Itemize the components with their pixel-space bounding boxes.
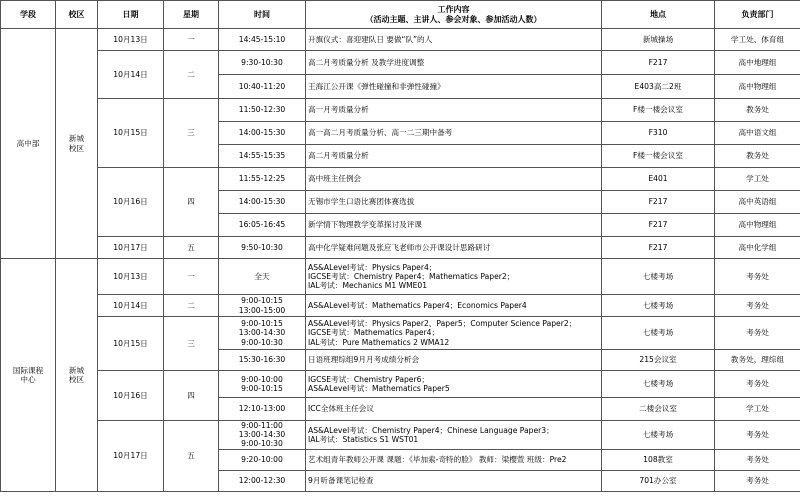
content-cell: 高一月考质量分析 bbox=[306, 99, 602, 122]
weekday-cell: 一 bbox=[164, 259, 219, 295]
weekday-cell: 五 bbox=[164, 237, 219, 259]
content-cell: AS&ALevel考试：Physics Paper4； IGCSE考试：Chemistry Paper4；Mathematics Paper2； IAL考试：Mechanics M1 WME01 bbox=[306, 259, 602, 295]
table-row bbox=[1, 259, 800, 295]
content-cell: ICC全体班主任会议 bbox=[306, 398, 602, 421]
location-cell: 108教室 bbox=[602, 449, 715, 470]
time-cell: 12:10-13:00 bbox=[219, 398, 306, 421]
content-cell: AS&ALevel考试：Chemistry Paper4；Chinese Language Paper3； IAL考试：Statistics S1 WST01 bbox=[306, 421, 602, 450]
time-cell: 14:45-15:10 bbox=[219, 29, 306, 51]
time-cell: 12:00-12:30 bbox=[219, 470, 306, 491]
header-school: 学段 bbox=[1, 1, 56, 29]
date-cell: 10月13日 bbox=[98, 259, 164, 295]
dept-cell: 考务处 bbox=[715, 371, 800, 398]
time-cell: 14:00-15:30 bbox=[219, 191, 306, 214]
header-time: 时间 bbox=[219, 1, 306, 29]
content-cell: 高一高二月考质量分析、高一二三期中备考 bbox=[306, 122, 602, 145]
weekday-cell: 五 bbox=[164, 421, 219, 492]
weekday-cell: 四 bbox=[164, 371, 219, 421]
content-cell: 高二月考质量分析 及教学进度调整 bbox=[306, 51, 602, 75]
dept-cell: 教务处 bbox=[715, 99, 800, 122]
dept-cell: 高中化学组 bbox=[715, 237, 800, 259]
time-cell: 10:40-11:20 bbox=[219, 75, 306, 99]
date-cell: 10月17日 bbox=[98, 237, 164, 259]
header-campus: 校区 bbox=[56, 1, 98, 29]
time-cell: 9:50-10:30 bbox=[219, 237, 306, 259]
dept-cell: 学工处 bbox=[715, 168, 800, 191]
location-cell: 七楼考场 bbox=[602, 421, 715, 450]
time-cell: 9:00-10:15 13:00-15:00 bbox=[219, 295, 306, 317]
date-cell: 10月13日 bbox=[98, 29, 164, 51]
content-cell: AS&ALevel考试：Physics Paper2、Paper5；Computer Science Paper2； IGCSE考试：Mathematics Paper4； IAL考试：Pure Mathematics 2 WMA12 bbox=[306, 317, 602, 350]
location-cell: F楼一楼会议室 bbox=[602, 145, 715, 168]
date-cell: 10月14日 bbox=[98, 295, 164, 317]
content-cell: 无锡市学生口语比赛团体赛选拔 bbox=[306, 191, 602, 214]
time-cell: 14:55-15:35 bbox=[219, 145, 306, 168]
dept-cell: 考务处 bbox=[715, 259, 800, 295]
dept-cell: 考务处 bbox=[715, 317, 800, 350]
dept-cell: 教务处 bbox=[715, 145, 800, 168]
location-cell: F217 bbox=[602, 214, 715, 237]
campus-cell: 新城 校区 bbox=[56, 259, 98, 492]
time-cell: 9:00-11:00 13:00-14:30 9:00-10:30 bbox=[219, 421, 306, 450]
content-cell: 高二月考质量分析 bbox=[306, 145, 602, 168]
content-cell: 新学情下物理教学变革探讨及评课 bbox=[306, 214, 602, 237]
header-weekday: 星期 bbox=[164, 1, 219, 29]
date-cell: 10月15日 bbox=[98, 317, 164, 371]
content-cell: 升旗仪式：喜迎建队日 要做“队”的人 bbox=[306, 29, 602, 51]
dept-cell: 学工处、体育组 bbox=[715, 29, 800, 51]
location-cell: E403高二2班 bbox=[602, 75, 715, 99]
content-cell: IGCSE考试：Chemistry Paper6； AS&ALevel考试：Mathematics Paper5 bbox=[306, 371, 602, 398]
header-dept: 负责部门 bbox=[715, 1, 800, 29]
time-cell: 全天 bbox=[219, 259, 306, 295]
table-row bbox=[1, 168, 800, 191]
table-row bbox=[1, 317, 800, 350]
location-cell: 新城操场 bbox=[602, 29, 715, 51]
table-row bbox=[1, 51, 800, 75]
content-cell: 日语班理综组9月月考成绩分析会 bbox=[306, 350, 602, 371]
location-cell: F217 bbox=[602, 191, 715, 214]
date-cell: 10月16日 bbox=[98, 371, 164, 421]
dept-cell: 高中语文组 bbox=[715, 122, 800, 145]
school-cell: 国际课程 中心 bbox=[1, 259, 56, 492]
weekday-cell: 四 bbox=[164, 168, 219, 237]
date-cell: 10月15日 bbox=[98, 99, 164, 168]
weekday-cell: 一 bbox=[164, 29, 219, 51]
location-cell: 二楼会议室 bbox=[602, 398, 715, 421]
content-cell: 艺术组青年教师公开课 课题：《毕加索-奇特的脸》 教师：梁樱萱 班级：Pre2 bbox=[306, 449, 602, 470]
table-row bbox=[1, 99, 800, 122]
weekday-cell: 三 bbox=[164, 99, 219, 168]
dept-cell: 考务处 bbox=[715, 421, 800, 450]
date-cell: 10月14日 bbox=[98, 51, 164, 99]
dept-cell: 教务处，理综组 bbox=[715, 350, 800, 371]
time-cell: 9:00-10:00 9:00-10:15 bbox=[219, 371, 306, 398]
dept-cell: 高中物理组 bbox=[715, 214, 800, 237]
location-cell: F楼一楼会议室 bbox=[602, 99, 715, 122]
date-cell: 10月17日 bbox=[98, 421, 164, 492]
time-cell: 16:05-16:45 bbox=[219, 214, 306, 237]
table-row bbox=[1, 371, 800, 398]
location-cell: 七楼考场 bbox=[602, 259, 715, 295]
dept-cell: 高中物理组 bbox=[715, 75, 800, 99]
location-cell: 七楼考场 bbox=[602, 371, 715, 398]
date-cell: 10月16日 bbox=[98, 168, 164, 237]
content-cell: 高中化学疑难问题及张应飞老师市公开课设计思路研讨 bbox=[306, 237, 602, 259]
dept-cell: 高中地理组 bbox=[715, 51, 800, 75]
table-row bbox=[1, 29, 800, 51]
time-cell: 11:55-12:25 bbox=[219, 168, 306, 191]
time-cell: 9:00-10:15 13:00-14:30 9:00-10:30 bbox=[219, 317, 306, 350]
time-cell: 14:00-15:30 bbox=[219, 122, 306, 145]
weekday-cell: 二 bbox=[164, 295, 219, 317]
location-cell: E401 bbox=[602, 168, 715, 191]
header-content-title: 工作内容 bbox=[437, 5, 470, 15]
location-cell: F217 bbox=[602, 237, 715, 259]
dept-cell: 考务处 bbox=[715, 449, 800, 470]
campus-cell: 新城 校区 bbox=[56, 29, 98, 259]
dept-cell: 高中英语组 bbox=[715, 191, 800, 214]
dept-cell: 考务处 bbox=[715, 470, 800, 491]
header-location: 地点 bbox=[602, 1, 715, 29]
location-cell: 701办公室 bbox=[602, 470, 715, 491]
header-content-subtitle: （活动主题、主讲人、参会对象、参加活动人数） bbox=[365, 14, 542, 24]
content-cell: 9月听备课笔记检查 bbox=[306, 470, 602, 491]
header-row bbox=[1, 1, 800, 29]
header-date: 日期 bbox=[98, 1, 164, 29]
weekday-cell: 二 bbox=[164, 51, 219, 99]
time-cell: 9:30-10:30 bbox=[219, 51, 306, 75]
content-cell: 王海江公开课《弹性碰撞和非弹性碰撞》 bbox=[306, 75, 602, 99]
table-row bbox=[1, 237, 800, 259]
time-cell: 11:50-12:30 bbox=[219, 99, 306, 122]
location-cell: 215会议室 bbox=[602, 350, 715, 371]
location-cell: 七楼考场 bbox=[602, 295, 715, 317]
time-cell: 9:20-10:00 bbox=[219, 449, 306, 470]
location-cell: F217 bbox=[602, 51, 715, 75]
location-cell: F310 bbox=[602, 122, 715, 145]
table-row bbox=[1, 295, 800, 317]
dept-cell: 考务处 bbox=[715, 295, 800, 317]
time-cell: 15:30-16:30 bbox=[219, 350, 306, 371]
table-row bbox=[1, 421, 800, 450]
location-cell: 七楼考场 bbox=[602, 317, 715, 350]
weekday-cell: 三 bbox=[164, 317, 219, 371]
dept-cell: 学工处 bbox=[715, 398, 800, 421]
header-content bbox=[306, 1, 602, 29]
school-cell: 高中部 bbox=[1, 29, 56, 259]
content-cell: 高中班主任例会 bbox=[306, 168, 602, 191]
content-cell: AS&ALevel考试：Mathematics Paper4；Economics Paper4 bbox=[306, 295, 602, 317]
